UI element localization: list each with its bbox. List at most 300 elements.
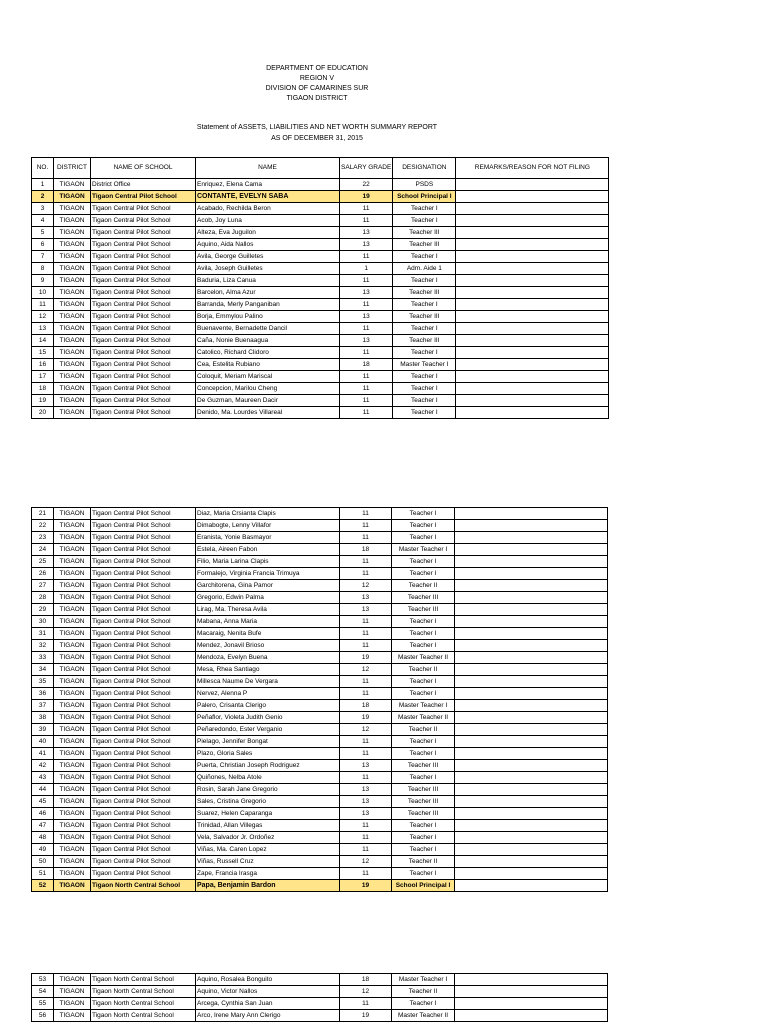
cell-school-name: Tigaon Central Pilot School <box>91 604 196 616</box>
cell-school-name: Tigaon Central Pilot School <box>91 640 196 652</box>
cell-salary-grade: 18 <box>340 544 392 556</box>
cell-district: TIGAON <box>54 760 91 772</box>
cell-employee-name: Arcega, Cynthia San Juan <box>196 998 340 1010</box>
cell-district: TIGAON <box>54 868 91 880</box>
cell-remarks <box>455 820 608 832</box>
cell-remarks <box>456 191 609 203</box>
cell-salary-grade: 13 <box>340 227 393 239</box>
cell-employee-name: Sales, Cristina Gregorio <box>196 796 340 808</box>
table-row <box>32 215 609 227</box>
cell-salary-grade: 13 <box>340 760 392 772</box>
cell-district: TIGAON <box>54 664 91 676</box>
cell-remarks <box>456 263 609 275</box>
cell-employee-name: Peñaflor, Violeta Judith Genio <box>196 712 340 724</box>
cell-school-name: Tigaon Central Pilot School <box>91 532 196 544</box>
cell-salary-grade: 11 <box>340 568 392 580</box>
cell-salary-grade: 11 <box>340 998 392 1010</box>
cell-school-name: Tigaon Central Pilot School <box>91 371 196 383</box>
cell-remarks <box>456 347 609 359</box>
cell-salary-grade: 11 <box>340 868 392 880</box>
cell-remarks <box>456 239 609 251</box>
report-title-line: Statement of ASSETS, LIABILITIES AND NET WORTH SUMMARY REPORT <box>196 124 438 131</box>
cell-designation: Master Teacher I <box>392 544 455 556</box>
table-row <box>32 371 609 383</box>
cell-no: 30 <box>32 616 54 628</box>
cell-designation: Teacher I <box>392 640 455 652</box>
cell-employee-name: Dimabogte, Lenny Villafor <box>196 520 340 532</box>
cell-school-name: Tigaon Central Pilot School <box>91 748 196 760</box>
cell-employee-name: Zape, Francia Irasga <box>196 868 340 880</box>
table-row <box>32 568 608 580</box>
cell-salary-grade: 13 <box>340 335 393 347</box>
cell-district: TIGAON <box>54 772 91 784</box>
cell-no: 55 <box>32 998 54 1010</box>
cell-remarks <box>455 796 608 808</box>
cell-employee-name: Suarez, Helen Caparanga <box>196 808 340 820</box>
cell-remarks <box>455 628 608 640</box>
cell-remarks <box>455 604 608 616</box>
cell-employee-name: Rosin, Sarah Jane Gregorio <box>196 784 340 796</box>
cell-no: 48 <box>32 832 54 844</box>
cell-designation: Teacher I <box>393 215 456 227</box>
cell-remarks <box>455 760 608 772</box>
cell-employee-name: Catolico, Richard Clidoro <box>196 347 340 359</box>
cell-designation: Teacher II <box>392 580 455 592</box>
cell-remarks <box>456 227 609 239</box>
cell-designation: Teacher II <box>392 856 455 868</box>
cell-remarks <box>456 383 609 395</box>
cell-no: 42 <box>32 760 54 772</box>
cell-school-name: Tigaon Central Pilot School <box>91 820 196 832</box>
cell-district: TIGAON <box>54 556 91 568</box>
cell-school-name: Tigaon Central Pilot School <box>91 760 196 772</box>
cell-salary-grade: 11 <box>340 688 392 700</box>
cell-no: 43 <box>32 772 54 784</box>
cell-designation: Teacher I <box>392 568 455 580</box>
cell-designation: Teacher I <box>392 736 455 748</box>
cell-district: TIGAON <box>54 544 91 556</box>
cell-designation: Teacher I <box>392 748 455 760</box>
cell-remarks <box>456 323 609 335</box>
cell-district: TIGAON <box>54 568 91 580</box>
cell-school-name: Tigaon Central Pilot School <box>91 520 196 532</box>
cell-designation: Master Teacher I <box>392 700 455 712</box>
cell-district: TIGAON <box>54 371 91 383</box>
cell-district: TIGAON <box>54 203 91 215</box>
cell-designation: Teacher I <box>392 676 455 688</box>
cell-school-name: Tigaon Central Pilot School <box>91 580 196 592</box>
table-row <box>32 856 608 868</box>
cell-salary-grade: 11 <box>340 844 392 856</box>
cell-no: 10 <box>32 287 54 299</box>
cell-salary-grade: 11 <box>340 508 392 520</box>
cell-remarks <box>455 724 608 736</box>
cell-no: 8 <box>32 263 54 275</box>
cell-district: TIGAON <box>54 299 91 311</box>
cell-remarks <box>455 880 608 892</box>
cell-designation: Master Teacher II <box>392 712 455 724</box>
cell-district: TIGAON <box>54 808 91 820</box>
cell-employee-name: Concepcion, Marilou Cheng <box>196 383 340 395</box>
header-region: REGION V <box>299 75 335 82</box>
table-row <box>32 832 608 844</box>
cell-school-name: Tigaon Central Pilot School <box>91 652 196 664</box>
cell-remarks <box>456 215 609 227</box>
cell-remarks <box>456 395 609 407</box>
summary-table-continued <box>31 973 608 1022</box>
cell-district: TIGAON <box>54 227 91 239</box>
col-header-remarks: REMARKS/REASON FOR NOT FILING <box>456 158 609 179</box>
cell-remarks <box>455 640 608 652</box>
cell-school-name: Tigaon Central Pilot School <box>91 712 196 724</box>
cell-employee-name: Plazo, Gloria Sales <box>196 748 340 760</box>
cell-school-name: Tigaon Central Pilot School <box>91 616 196 628</box>
table-row <box>32 508 608 520</box>
cell-school-name: Tigaon Central Pilot School <box>91 407 196 419</box>
cell-employee-name: Lirag, Ma. Theresa Avila <box>196 604 340 616</box>
cell-employee-name: Enriquez, Elena Cama <box>196 179 340 191</box>
cell-salary-grade: 22 <box>340 179 393 191</box>
cell-designation: Teacher III <box>392 784 455 796</box>
cell-school-name: Tigaon Central Pilot School <box>91 359 196 371</box>
table-body <box>32 508 608 892</box>
table-section-3 <box>31 973 608 1022</box>
cell-school-name: Tigaon Central Pilot School <box>91 724 196 736</box>
cell-designation: Master Teacher II <box>392 1010 455 1022</box>
cell-salary-grade: 11 <box>340 556 392 568</box>
table-row <box>32 299 609 311</box>
table-body <box>32 179 609 419</box>
table-row <box>32 179 609 191</box>
cell-remarks <box>455 844 608 856</box>
cell-no: 11 <box>32 299 54 311</box>
table-row <box>32 383 609 395</box>
cell-employee-name: Barranda, Merly Panganiban <box>196 299 340 311</box>
report-date-line: AS OF DECEMBER 31, 2015 <box>271 135 363 142</box>
cell-district: TIGAON <box>54 832 91 844</box>
col-header-salary-grade: SALARY GRADE <box>340 158 393 179</box>
cell-salary-grade: 19 <box>340 880 392 892</box>
cell-district: TIGAON <box>54 359 91 371</box>
cell-designation: Teacher I <box>393 203 456 215</box>
cell-employee-name: Mabana, Anna Maria <box>196 616 340 628</box>
cell-school-name: Tigaon Central Pilot School <box>91 263 196 275</box>
cell-remarks <box>455 832 608 844</box>
cell-no: 56 <box>32 1010 54 1022</box>
cell-designation: Teacher III <box>393 227 456 239</box>
cell-designation: Adm. Aide 1 <box>393 263 456 275</box>
cell-no: 13 <box>32 323 54 335</box>
header-department: DEPARTMENT OF EDUCATION <box>266 65 368 72</box>
cell-school-name: Tigaon Central Pilot School <box>91 568 196 580</box>
cell-remarks <box>456 287 609 299</box>
cell-designation: Teacher I <box>392 556 455 568</box>
cell-school-name: Tigaon Central Pilot School <box>91 868 196 880</box>
col-header-school: NAME OF SCHOOL <box>91 158 196 179</box>
table-row <box>32 239 609 251</box>
cell-remarks <box>455 868 608 880</box>
cell-no: 23 <box>32 532 54 544</box>
report-title <box>0 122 634 145</box>
cell-school-name: Tigaon Central Pilot School <box>91 191 196 203</box>
cell-no: 16 <box>32 359 54 371</box>
cell-no: 20 <box>32 407 54 419</box>
cell-remarks <box>456 407 609 419</box>
cell-school-name: Tigaon North Central School <box>91 1010 196 1022</box>
cell-school-name: Tigaon Central Pilot School <box>91 287 196 299</box>
cell-salary-grade: 11 <box>340 203 393 215</box>
cell-remarks <box>455 700 608 712</box>
cell-salary-grade: 11 <box>340 520 392 532</box>
col-header-name: NAME <box>196 158 340 179</box>
table-row-highlighted <box>32 191 609 203</box>
cell-designation: Teacher III <box>392 796 455 808</box>
cell-employee-name: Formalejo, Virginia Francia Trimuya <box>196 568 340 580</box>
cell-salary-grade: 19 <box>340 652 392 664</box>
summary-table <box>31 157 609 419</box>
cell-school-name: Tigaon Central Pilot School <box>91 311 196 323</box>
cell-remarks <box>455 652 608 664</box>
cell-remarks <box>456 335 609 347</box>
cell-no: 21 <box>32 508 54 520</box>
cell-employee-name: Papa, Benjamin Bardon <box>196 880 340 892</box>
cell-designation: Master Teacher I <box>392 974 455 986</box>
cell-school-name: Tigaon Central Pilot School <box>91 556 196 568</box>
cell-employee-name: Baduria, Liza Canua <box>196 275 340 287</box>
cell-remarks <box>455 616 608 628</box>
cell-salary-grade: 11 <box>340 395 393 407</box>
table-row <box>32 311 609 323</box>
cell-remarks <box>455 688 608 700</box>
cell-salary-grade: 19 <box>340 712 392 724</box>
cell-employee-name: Acabado, Rechilda Beron <box>196 203 340 215</box>
cell-employee-name: Acob, Joy Luna <box>196 215 340 227</box>
cell-employee-name: Avila, George Guilletes <box>196 251 340 263</box>
cell-remarks <box>456 311 609 323</box>
cell-district: TIGAON <box>54 628 91 640</box>
cell-school-name: Tigaon Central Pilot School <box>91 784 196 796</box>
table-row-highlighted <box>32 880 608 892</box>
cell-designation: Master Teacher I <box>393 359 456 371</box>
cell-school-name: Tigaon North Central School <box>91 998 196 1010</box>
cell-no: 51 <box>32 868 54 880</box>
cell-salary-grade: 13 <box>340 592 392 604</box>
cell-no: 19 <box>32 395 54 407</box>
cell-salary-grade: 11 <box>340 275 393 287</box>
table-row <box>32 676 608 688</box>
cell-salary-grade: 18 <box>340 359 393 371</box>
cell-designation: Teacher II <box>392 664 455 676</box>
cell-salary-grade: 11 <box>340 772 392 784</box>
cell-school-name: Tigaon Central Pilot School <box>91 239 196 251</box>
cell-salary-grade: 11 <box>340 736 392 748</box>
cell-employee-name: Nervez, Alenna P <box>196 688 340 700</box>
cell-remarks <box>455 676 608 688</box>
cell-employee-name: Barcelon, Alma Azur <box>196 287 340 299</box>
cell-school-name: Tigaon Central Pilot School <box>91 335 196 347</box>
cell-employee-name: Cea, Estelita Rubiano <box>196 359 340 371</box>
cell-designation: Teacher I <box>393 275 456 287</box>
cell-school-name: Tigaon Central Pilot School <box>91 215 196 227</box>
cell-employee-name: Puerta, Christian Joseph Rodriguez <box>196 760 340 772</box>
cell-district: TIGAON <box>54 251 91 263</box>
cell-district: TIGAON <box>54 688 91 700</box>
cell-employee-name: Borja, Emmylou Palino <box>196 311 340 323</box>
cell-school-name: Tigaon North Central School <box>91 974 196 986</box>
cell-no: 7 <box>32 251 54 263</box>
table-section-1 <box>31 157 609 419</box>
cell-school-name: Tigaon Central Pilot School <box>91 856 196 868</box>
cell-no: 37 <box>32 700 54 712</box>
table-row <box>32 395 609 407</box>
cell-school-name: Tigaon Central Pilot School <box>91 688 196 700</box>
cell-salary-grade: 12 <box>340 856 392 868</box>
table-row <box>32 724 608 736</box>
summary-table-continued <box>31 507 608 892</box>
table-row <box>32 1010 608 1022</box>
cell-designation: Teacher I <box>393 299 456 311</box>
cell-district: TIGAON <box>54 532 91 544</box>
cell-school-name: Tigaon Central Pilot School <box>91 275 196 287</box>
cell-employee-name: Caña, Nonie Buenaagua <box>196 335 340 347</box>
cell-district: TIGAON <box>54 736 91 748</box>
cell-school-name: Tigaon Central Pilot School <box>91 323 196 335</box>
table-row <box>32 592 608 604</box>
col-header-district: DISTRICT <box>54 158 91 179</box>
table-row <box>32 760 608 772</box>
cell-employee-name: Alteza, Eva Juguilon <box>196 227 340 239</box>
cell-salary-grade: 11 <box>340 347 393 359</box>
table-row <box>32 784 608 796</box>
cell-designation: Teacher I <box>392 532 455 544</box>
cell-district: TIGAON <box>54 179 91 191</box>
cell-remarks <box>456 359 609 371</box>
cell-no: 28 <box>32 592 54 604</box>
cell-district: TIGAON <box>54 676 91 688</box>
cell-designation: Master Teacher II <box>392 652 455 664</box>
cell-employee-name: Estela, Aireen Fabon <box>196 544 340 556</box>
cell-no: 53 <box>32 974 54 986</box>
cell-district: TIGAON <box>54 311 91 323</box>
cell-no: 33 <box>32 652 54 664</box>
cell-salary-grade: 11 <box>340 299 393 311</box>
cell-employee-name: Macaraig, Nenita Bufe <box>196 628 340 640</box>
cell-designation: Teacher III <box>393 239 456 251</box>
table-row <box>32 347 609 359</box>
cell-school-name: Tigaon Central Pilot School <box>91 508 196 520</box>
cell-no: 44 <box>32 784 54 796</box>
cell-salary-grade: 13 <box>340 796 392 808</box>
cell-designation: Teacher III <box>392 592 455 604</box>
cell-designation: PSDS <box>393 179 456 191</box>
cell-district: TIGAON <box>54 383 91 395</box>
cell-no: 17 <box>32 371 54 383</box>
cell-no: 14 <box>32 335 54 347</box>
cell-no: 18 <box>32 383 54 395</box>
cell-designation: Teacher III <box>393 311 456 323</box>
cell-district: TIGAON <box>54 1010 91 1022</box>
cell-remarks <box>455 520 608 532</box>
cell-remarks <box>455 772 608 784</box>
table-row <box>32 203 609 215</box>
table-row <box>32 748 608 760</box>
table-row <box>32 335 609 347</box>
cell-employee-name: Vela, Salvador Jr. Ordoñez <box>196 832 340 844</box>
cell-employee-name: Avila, Joseph Guilletes <box>196 263 340 275</box>
cell-district: TIGAON <box>54 844 91 856</box>
cell-salary-grade: 12 <box>340 664 392 676</box>
cell-designation: Teacher III <box>393 287 456 299</box>
cell-salary-grade: 13 <box>340 239 393 251</box>
cell-remarks <box>455 986 608 998</box>
cell-district: TIGAON <box>54 323 91 335</box>
cell-district: TIGAON <box>54 580 91 592</box>
cell-no: 45 <box>32 796 54 808</box>
cell-designation: Teacher I <box>393 323 456 335</box>
cell-employee-name: Peñaredondo, Ester Verganio <box>196 724 340 736</box>
cell-salary-grade: 11 <box>340 532 392 544</box>
cell-district: TIGAON <box>54 395 91 407</box>
cell-employee-name: De Guzman, Maureen Dacir <box>196 395 340 407</box>
table-row <box>32 974 608 986</box>
cell-district: TIGAON <box>54 856 91 868</box>
cell-salary-grade: 11 <box>340 628 392 640</box>
table-row <box>32 227 609 239</box>
cell-remarks <box>455 784 608 796</box>
cell-salary-grade: 11 <box>340 640 392 652</box>
cell-district: TIGAON <box>54 974 91 986</box>
table-row <box>32 628 608 640</box>
table-row <box>32 664 608 676</box>
table-header-row <box>32 158 609 179</box>
cell-district: TIGAON <box>54 652 91 664</box>
cell-school-name: Tigaon Central Pilot School <box>91 383 196 395</box>
cell-remarks <box>456 203 609 215</box>
cell-salary-grade: 19 <box>340 1010 392 1022</box>
cell-school-name: Tigaon Central Pilot School <box>91 832 196 844</box>
cell-salary-grade: 11 <box>340 676 392 688</box>
cell-employee-name: Aquino, Aida Nallos <box>196 239 340 251</box>
cell-remarks <box>456 251 609 263</box>
cell-designation: Teacher III <box>393 335 456 347</box>
table-row <box>32 700 608 712</box>
cell-no: 24 <box>32 544 54 556</box>
cell-salary-grade: 12 <box>340 580 392 592</box>
cell-district: TIGAON <box>54 287 91 299</box>
cell-salary-grade: 11 <box>340 215 393 227</box>
cell-no: 25 <box>32 556 54 568</box>
cell-remarks <box>455 856 608 868</box>
cell-designation: School Principal I <box>393 191 456 203</box>
cell-salary-grade: 11 <box>340 832 392 844</box>
cell-employee-name: Viñas, Russell Cruz <box>196 856 340 868</box>
cell-remarks <box>455 712 608 724</box>
cell-salary-grade: 13 <box>340 808 392 820</box>
cell-school-name: Tigaon North Central School <box>91 986 196 998</box>
cell-school-name: Tigaon Central Pilot School <box>91 628 196 640</box>
cell-district: TIGAON <box>54 724 91 736</box>
cell-no: 29 <box>32 604 54 616</box>
table-row <box>32 544 608 556</box>
table-row <box>32 556 608 568</box>
cell-salary-grade: 11 <box>340 407 393 419</box>
cell-district: TIGAON <box>54 998 91 1010</box>
cell-district: TIGAON <box>54 986 91 998</box>
cell-no: 49 <box>32 844 54 856</box>
cell-school-name: Tigaon Central Pilot School <box>91 772 196 784</box>
cell-school-name: Tigaon Central Pilot School <box>91 664 196 676</box>
cell-no: 41 <box>32 748 54 760</box>
